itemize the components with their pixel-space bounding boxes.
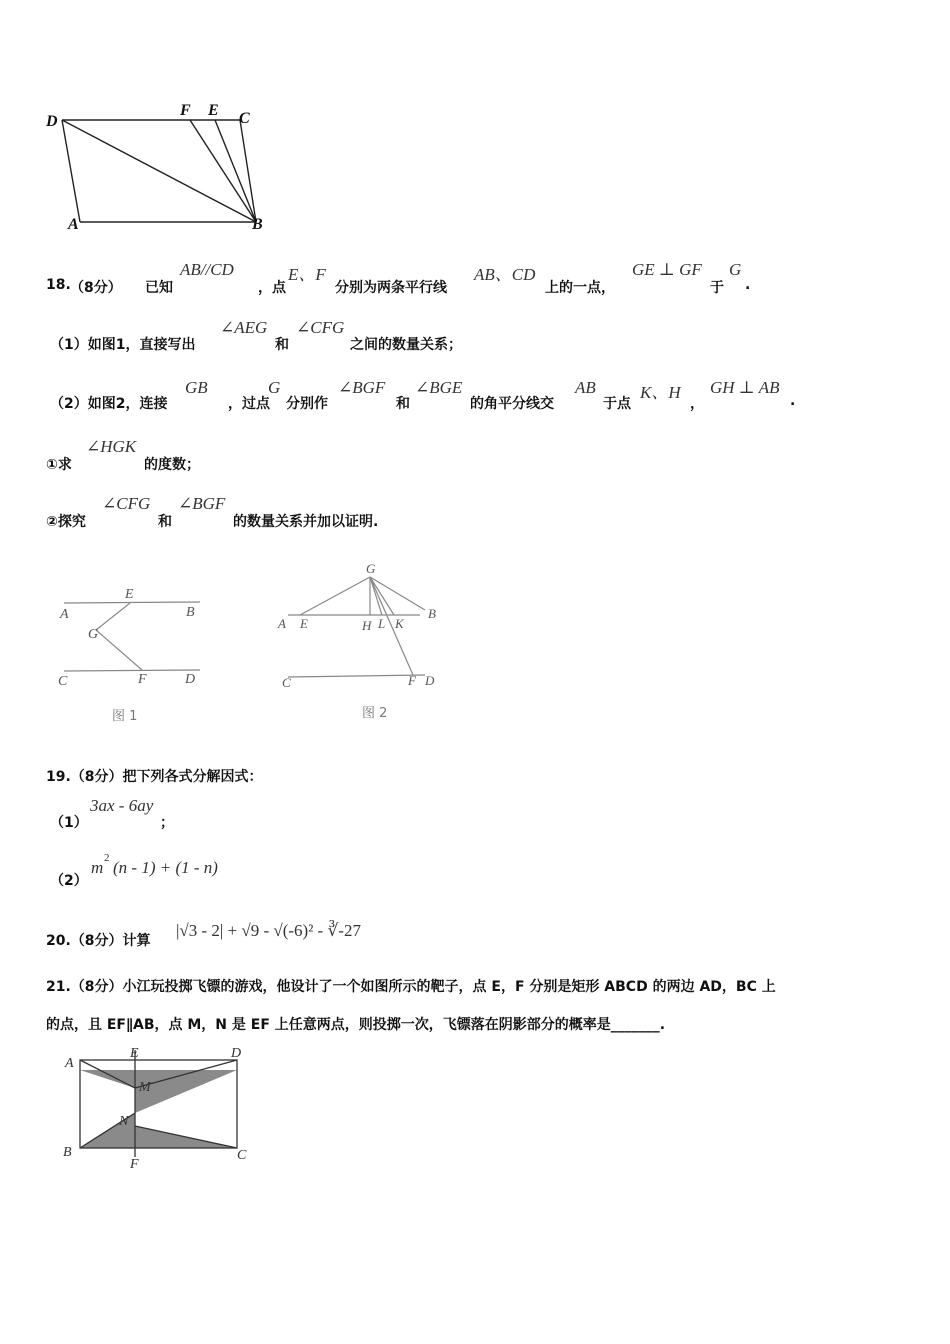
svg-text:F: F: [138, 672, 147, 687]
math-angle-cfg: ∠CFG: [296, 318, 345, 337]
svg-text:N: N: [119, 1114, 129, 1129]
svg-text:A: A: [278, 616, 286, 631]
q19-title: 19.（8分）把下列各式分解因式：: [46, 769, 263, 785]
math-compute-expression: |√3 - 2| + √9 - √(-6)² - ∛-27: [176, 921, 361, 940]
q21-line2: 的点，且 EF∥AB，点 M，N 是 EF 上任意两点，则投掷一次，飞镖落在阴影部分的概率是_______.: [46, 1017, 666, 1033]
math-3ax-6ay: 3ax - 6ay: [90, 796, 154, 815]
q21-line1: 21.（8分）小江玩投掷飞镖的游戏，他设计了一个如图所示的靶子，点 E，F 分别是矩形 ABCD 的两边 AD，BC 上: [46, 979, 776, 995]
label-A: A: [68, 216, 79, 233]
math-angle-hgk: ∠HGK: [86, 437, 137, 456]
math-angle-bgf: ∠BGF: [338, 378, 386, 397]
svg-text:E: E: [125, 587, 134, 602]
math-angle-aeg: ∠AEG: [220, 318, 268, 337]
label-F: F: [180, 102, 191, 119]
svg-text:M: M: [139, 1080, 151, 1095]
math-ab-cd: AB、CD: [474, 265, 536, 284]
figure-1-caption: 图 1: [112, 709, 138, 724]
svg-text:D: D: [185, 672, 196, 687]
math-ge-perp-gf: GE ⊥ GF: [632, 260, 702, 279]
svg-text:E: E: [130, 1046, 139, 1061]
figure-target-rectangle: [55, 1043, 265, 1173]
label-D: D: [46, 113, 58, 130]
math-e-f: E、F: [288, 265, 326, 284]
label-E: E: [208, 102, 219, 119]
svg-text:E: E: [300, 616, 308, 631]
svg-text:D: D: [425, 673, 435, 688]
svg-text:G: G: [366, 561, 376, 576]
math-gh-perp-ab: GH ⊥ AB: [710, 378, 780, 397]
svg-text:C: C: [237, 1148, 247, 1163]
label-C: C: [239, 110, 250, 127]
figure-parallelogram: [40, 95, 280, 240]
math-factor-expression: (n - 1) + (1 - n): [113, 858, 218, 877]
q18-score: （8分）: [70, 280, 122, 296]
svg-text:G: G: [88, 627, 99, 642]
math-ab-parallel-cd: AB//CD: [180, 260, 234, 279]
q18-number: 18.: [46, 277, 71, 293]
svg-text:A: A: [60, 607, 69, 622]
svg-text:C: C: [282, 675, 291, 690]
svg-text:D: D: [231, 1046, 242, 1061]
svg-text:L: L: [378, 616, 386, 631]
svg-text:C: C: [58, 674, 68, 689]
svg-text:A: A: [65, 1056, 74, 1071]
figure-2: [270, 555, 455, 730]
svg-text:H: H: [362, 618, 372, 633]
svg-text:F: F: [130, 1157, 139, 1172]
svg-text:F: F: [408, 673, 416, 688]
svg-text:K: K: [395, 616, 404, 631]
label-B: B: [252, 216, 263, 233]
math-angle-bge: ∠BGE: [415, 378, 463, 397]
svg-text:B: B: [186, 605, 195, 620]
figure-2-caption: 图 2: [362, 706, 388, 721]
svg-text:B: B: [63, 1145, 72, 1160]
svg-text:B: B: [428, 606, 436, 621]
figure-1: [50, 580, 220, 730]
